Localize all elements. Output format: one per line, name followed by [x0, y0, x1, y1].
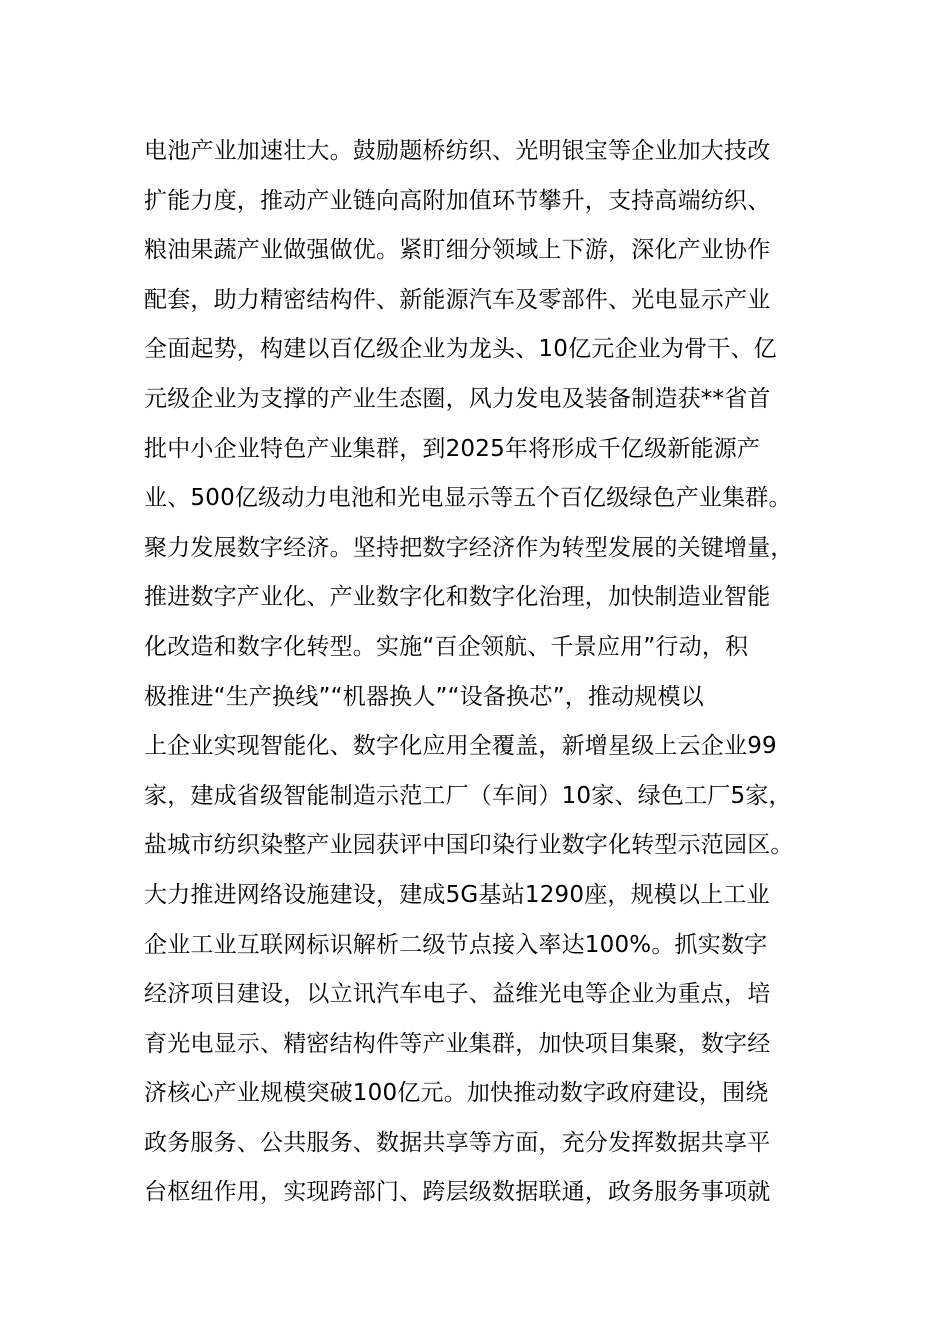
text-line: 电池产业加速壮大。鼓励题桥纺织、光明银宝等企业加大技改 — [144, 138, 771, 164]
body-text — [144, 127, 824, 1218]
text-line: 家，建成省级智能制造示范工厂（车间）10家、绿色工厂5家， — [144, 782, 792, 809]
text-line: 经济项目建设，以立讯汽车电子、益维光电等企业为重点，培 — [144, 981, 771, 1008]
text-line: 扩能力度，推动产业链向高附加值环节攀升，支持高端纺织、 — [144, 187, 771, 214]
text-line: 业、500亿级动力电池和光电显示等五个百亿级绿色产业集群。 — [144, 485, 792, 512]
text-line: 台枢纽作用，实现跨部门、跨层级数据联通，政务服务事项就 — [144, 1179, 771, 1206]
text-line: 大力推进网络设施建设，建成5G基站1290座，规模以上工业 — [144, 881, 770, 908]
text-line: 极推进“生产换线”“机器换人”“设备换芯”，推动规模以 — [144, 683, 704, 710]
text-line: 聚力发展数字经济。坚持把数字经济作为转型发展的关键增量， — [144, 534, 794, 561]
text-line: 配套，助力精密结构件、新能源汽车及零部件、光电显示产业 — [144, 286, 771, 313]
text-line: 企业工业互联网标识解析二级节点接入率达100%。抓实数字 — [144, 931, 768, 958]
text-line: 元级企业为支撑的产业生态圈，风力发电及装备制造获**省首 — [144, 385, 771, 412]
text-line: 推进数字产业化、产业数字化和数字化治理，加快制造业智能 — [144, 584, 771, 611]
text-line: 济核心产业规模突破100亿元。加快推动数字政府建设，围绕 — [144, 1080, 769, 1107]
text-line: 政务服务、公共服务、数据共享等方面，充分发挥数据共享平 — [144, 1129, 771, 1156]
text-line: 盐城市纺织染整产业园获评中国印染行业数字化转型示范园区。 — [144, 832, 794, 859]
text-line: 化改造和数字化转型。实施“百企领航、千景应用”行动，积 — [144, 633, 749, 660]
text-line: 全面起势，构建以百亿级企业为龙头、10亿元企业为骨干、亿 — [144, 336, 777, 363]
text-line: 批中小企业特色产业集群，到2025年将形成千亿级新能源产 — [144, 435, 761, 462]
text-line: 上企业实现智能化、数字化应用全覆盖，新增星级上云企业99 — [144, 733, 777, 760]
text-line: 育光电显示、精密结构件等产业集群，加快项目集聚，数字经 — [144, 1030, 771, 1057]
text-line: 粮油果蔬产业做强做优。紧盯细分领域上下游，深化产业协作 — [144, 237, 771, 264]
